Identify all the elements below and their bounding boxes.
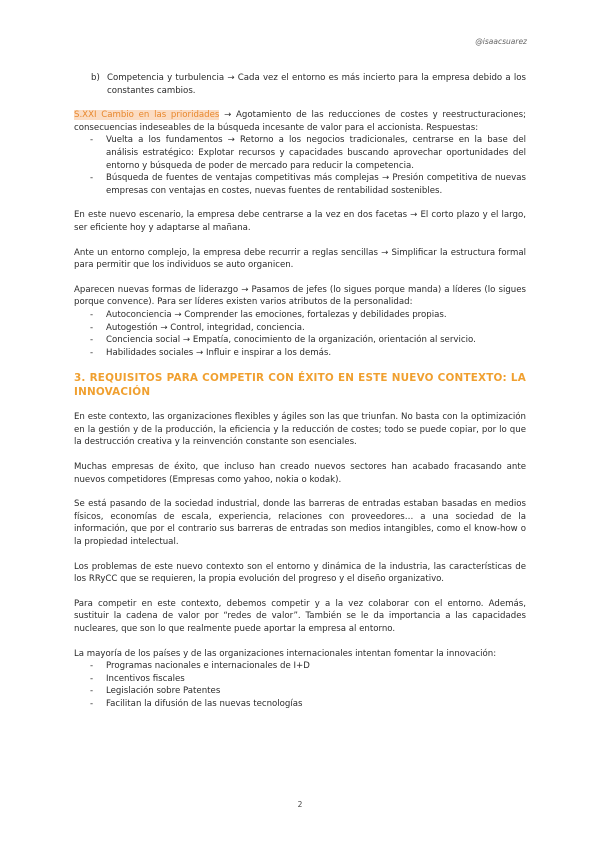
list-item-text: Incentivos fiscales xyxy=(106,673,185,684)
list-item xyxy=(74,347,526,360)
list-marker: b) xyxy=(91,73,100,83)
paragraph-entorno-complejo: Ante un entorno complejo, la empresa debe recurrir a reglas sencillas → Simplificar la estructura formal para permitir que los individuos se auto organicen. xyxy=(74,247,526,271)
dash-bullet: - xyxy=(90,335,94,346)
dash-bullet: - xyxy=(90,673,94,684)
paragraph-paises: La mayoría de los países y de las organizaciones internacionales intentan fomentar la innovación: xyxy=(74,648,497,659)
dash-bullet: - xyxy=(90,347,94,358)
list-item-text: Habilidades sociales → Influir e inspirar a los demás. xyxy=(106,347,332,358)
list-item xyxy=(74,334,526,347)
author-handle: @isaacsuarez xyxy=(475,37,527,46)
dash-bullet: - xyxy=(90,698,94,709)
list-item xyxy=(74,660,526,673)
list-item-b xyxy=(74,72,526,97)
list-item-text: Autoconciencia → Comprender las emociones, fortalezas y debilidades propias. xyxy=(106,309,447,320)
paragraph-s21 xyxy=(74,109,526,134)
dash-bullet: - xyxy=(90,661,94,672)
list-item-text: Conciencia social → Empatía, conocimiento de la organización, orientación al servicio. xyxy=(106,335,476,346)
list-item xyxy=(74,673,526,686)
dash-bullet: - xyxy=(90,173,94,184)
list-item-text: Vuelta a los fundamentos → Retorno a los negocios tradicionales, centrarse en la base del análisis estratégico: Explotar recursos y capacidades buscando aprovechar oportunidades del entorno y búsqueda de poder de mercado para reducir la competencia. xyxy=(106,135,526,171)
list-item-text: Autogestión → Control, integridad, conciencia. xyxy=(106,322,305,333)
dash-bullet: - xyxy=(90,686,94,697)
list-item xyxy=(74,134,526,172)
paragraph-liderazgo: Aparecen nuevas formas de liderazgo → Pasamos de jefes (lo sigues porque manda) a líderes (lo sigues porque convence). Para ser líderes existen varios atributos de la personalidad: xyxy=(74,284,526,308)
paragraph-sociedad: Se está pasando de la sociedad industrial, donde las barreras de entradas estaban basadas en medios físicos, economías de escala, experiencia, relaciones con proveedores… a una sociedad de la información, que por el contrario sus barreras de entradas son medios intangibles, como el know-how o la propiedad intelectual. xyxy=(74,499,526,548)
list-item xyxy=(74,172,526,197)
paragraph-contexto: En este contexto, las organizaciones flexibles y ágiles son las que triunfan. No basta con la optimización en la gestión y de la producción, la eficiencia y la reducción de costes; todo se puede copiar, por lo que la destrucción creativa y la reinvención constante son esenciales. xyxy=(74,412,526,448)
paragraph-competir: Para competir en este contexto, debemos competir y a la vez colaborar con el entorno. Además, sustituir la cadena de valor por “redes de valor”. También se le da importancia a las capacidades nucleares, que son lo que realmente puede aportar la empresa al entorno. xyxy=(74,598,526,634)
list-item-text: Legislación sobre Patentes xyxy=(106,686,221,697)
list-item-text: Competencia y turbulencia → Cada vez el entorno es más incierto para la empresa debido a los constantes cambios. xyxy=(107,73,526,96)
dash-bullet: - xyxy=(90,309,94,320)
page-content xyxy=(74,72,526,711)
paragraph-problemas: Los problemas de este nuevo contexto son el entorno y dinámica de la industria, las características de los RRyCC que se requieren, la propia evolución del progreso y el diseño organizativo. xyxy=(74,561,526,585)
list-item xyxy=(74,698,526,711)
section-heading: 3. REQUISITOS PARA COMPETIR CON ÉXITO EN ESTE NUEVO CONTEXTO: LA INNOVACIÓN xyxy=(74,372,526,399)
list-item-text: Facilitan la difusión de las nuevas tecnologías xyxy=(106,698,303,709)
paragraph-escenario: En este nuevo escenario, la empresa debe centrarse a la vez en dos facetas → El corto plazo y el largo, ser eficiente hoy y adaptarse al mañana. xyxy=(74,210,526,233)
dash-bullet: - xyxy=(90,135,94,146)
list-item xyxy=(74,309,526,322)
list-item xyxy=(74,685,526,698)
highlighted-term: S.XXI Cambio en las prioridades xyxy=(74,110,220,121)
paragraph-text: → Agotamiento de las reducciones de costes y reestructuraciones; consecuencias indeseables de la búsqueda incesante de valor para el accionista. Respuestas: xyxy=(74,110,526,133)
dash-bullet: - xyxy=(90,322,94,333)
list-item-text: Búsqueda de fuentes de ventajas competitivas más complejas → Presión competitiva de nuevas empresas con ventajas en costes, nuevas fuentes de rentabilidad sostenibles. xyxy=(106,173,526,196)
list-item xyxy=(74,322,526,335)
page-number: 2 xyxy=(297,800,303,809)
paragraph-empresas: Muchas empresas de éxito, que incluso han creado nuevos sectores han acabado fracasando ante nuevos competidores (Empresas como yahoo, nokia o kodak). xyxy=(74,462,526,485)
list-item-text: Programas nacionales e internacionales de I+D xyxy=(106,661,310,672)
